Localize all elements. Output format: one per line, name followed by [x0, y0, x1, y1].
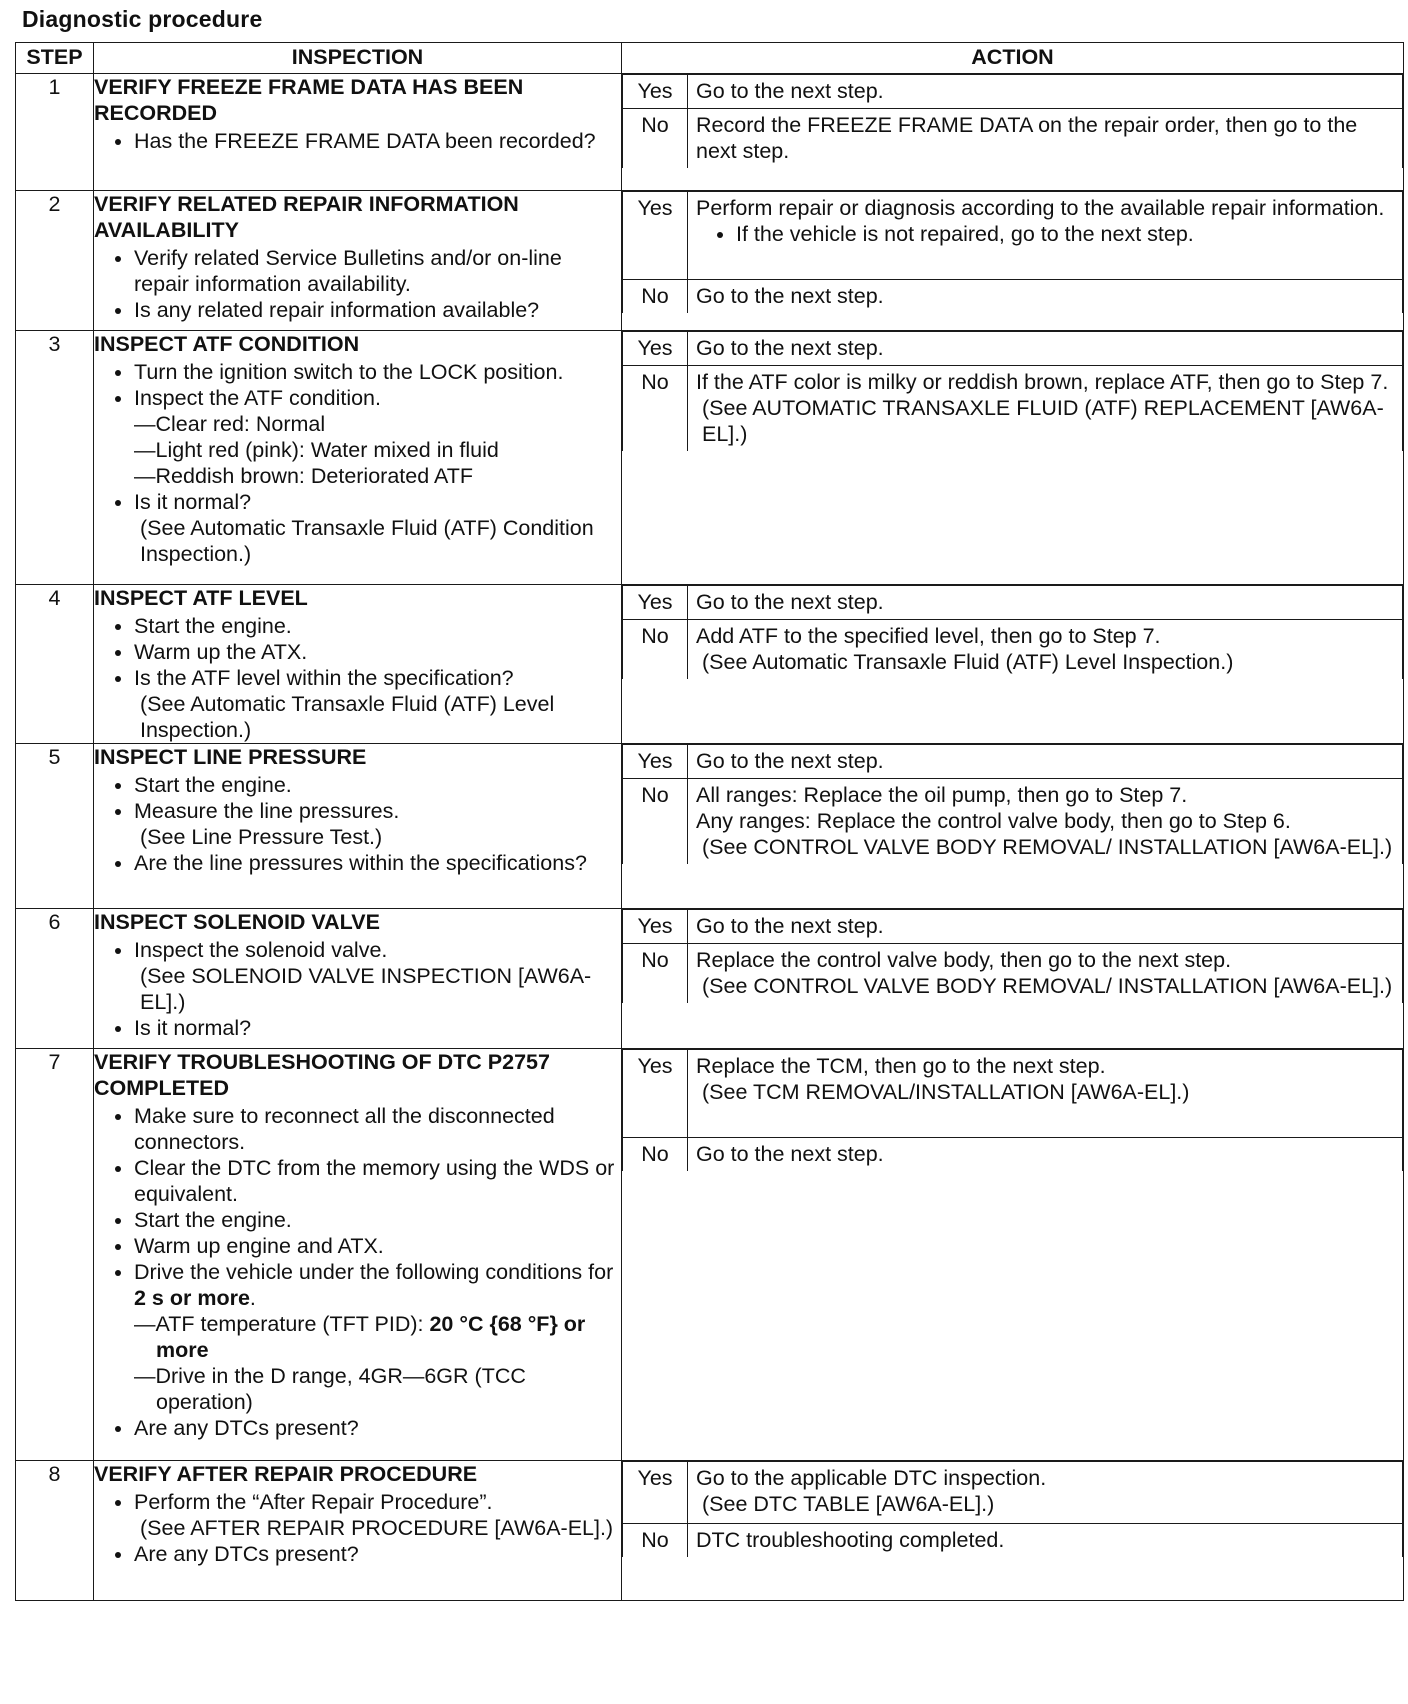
yes-action	[688, 192, 1403, 280]
inspection-title: INSPECT LINE PRESSURE	[94, 745, 367, 769]
sub-item: — Drive in the D range, 4GR—6GR (TCC operation)	[134, 1363, 621, 1415]
inspection-bullet-text: Perform the “After Repair Procedure”.	[134, 1490, 493, 1514]
inspection-bullet	[134, 385, 621, 489]
table-row	[16, 74, 1404, 191]
inspection-bullet	[134, 665, 621, 743]
table-row	[16, 1461, 1404, 1601]
yes-action: Go to the next step.	[688, 910, 1403, 944]
inspection-bullets	[94, 128, 621, 154]
reference-link[interactable]: (See Line Pressure Test.)	[140, 825, 383, 849]
reference-link[interactable]: (See TCM REMOVAL/INSTALLATION [AW6A-EL].)	[702, 1080, 1190, 1104]
header-action: ACTION	[622, 43, 1404, 74]
inspection-bullet-text: Is the ATF level within the specification?	[134, 666, 514, 690]
action-cell	[622, 744, 1404, 909]
inspection-bullets	[94, 937, 621, 1041]
no-action-text: Replace the control valve body, then go to the next step.	[696, 948, 1232, 972]
yes-action-text: Go to the applicable DTC inspection.	[696, 1466, 1047, 1490]
inspection-cell	[94, 1049, 622, 1461]
inspection-title: VERIFY RELATED REPAIR INFORMATION AVAILABILITY	[94, 192, 519, 242]
no-label: No	[623, 280, 688, 314]
yes-label: Yes	[623, 910, 688, 944]
step-number: 5	[16, 744, 94, 909]
inspection-bullet	[134, 1259, 621, 1415]
inspection-cell	[94, 909, 622, 1049]
reference-link[interactable]: (See SOLENOID VALVE INSPECTION [AW6A-EL].)	[140, 964, 592, 1014]
no-action-text: If the ATF color is milky or reddish brown, replace ATF, then go to Step 7.	[696, 370, 1389, 394]
answer-table	[622, 744, 1403, 864]
reference-link[interactable]: (See Automatic Transaxle Fluid (ATF) Level Inspection.)	[702, 650, 1234, 674]
table-row	[16, 1049, 1404, 1461]
answer-table	[622, 74, 1403, 168]
reference-link[interactable]: (See AFTER REPAIR PROCEDURE [AW6A-EL].)	[140, 1516, 614, 1540]
yes-action: Go to the next step.	[688, 586, 1403, 620]
no-action: Go to the next step.	[688, 280, 1403, 314]
no-label: No	[623, 944, 688, 1004]
answer-table	[622, 191, 1403, 313]
inspection-bullet: • Verify related Service Bulletins and/or on-line repair information availability.	[134, 245, 621, 297]
diagnostic-table	[15, 42, 1404, 1601]
yes-label: Yes	[623, 192, 688, 280]
inspection-bullets	[94, 1489, 621, 1567]
sub-item: — Reddish brown: Deteriorated ATF	[134, 463, 621, 489]
inspection-title: VERIFY AFTER REPAIR PROCEDURE	[94, 1462, 478, 1486]
inspection-bullets	[94, 359, 621, 567]
inspection-bullet-text: Inspect the ATF condition.	[134, 386, 381, 410]
action-bullets	[696, 221, 1394, 247]
header-inspection: INSPECTION	[94, 43, 622, 74]
yes-action: Go to the next step.	[688, 75, 1403, 109]
inspection-title: INSPECT ATF CONDITION	[94, 332, 360, 356]
inspection-bullet: • Warm up the ATX.	[134, 639, 621, 665]
no-label: No	[623, 620, 688, 680]
action-cell	[622, 331, 1404, 585]
table-row	[16, 909, 1404, 1049]
sub-list	[134, 1311, 621, 1415]
action-cell	[622, 585, 1404, 744]
sub-item	[134, 1311, 621, 1363]
no-action-text: Add ATF to the specified level, then go to Step 7.	[696, 624, 1161, 648]
inspection-bullet: • Is any related repair information available?	[134, 297, 621, 323]
inspection-cell	[94, 744, 622, 909]
table-row	[16, 191, 1404, 331]
reference-link[interactable]: (See CONTROL VALVE BODY REMOVAL/ INSTALLATION [AW6A-EL].)	[702, 835, 1393, 859]
inspection-bullets	[94, 772, 621, 876]
table-row	[16, 744, 1404, 909]
no-label: No	[623, 1524, 688, 1558]
inspection-bullet: • Start the engine.	[134, 772, 621, 798]
reference-link[interactable]: (See DTC TABLE [AW6A-EL].)	[702, 1492, 995, 1516]
inspection-bullet	[134, 489, 621, 567]
inspection-title: VERIFY TROUBLESHOOTING OF DTC P2757 COMPLETED	[94, 1050, 550, 1100]
inspection-bullet-text: Drive the vehicle under the following conditions for	[134, 1260, 614, 1284]
answer-table	[622, 585, 1403, 679]
inspection-bullet: • Are any DTCs present?	[134, 1415, 621, 1441]
inspection-cell	[94, 331, 622, 585]
yes-action-text: Perform repair or diagnosis according to the available repair information.	[696, 196, 1385, 220]
action-cell	[622, 191, 1404, 331]
reference-link[interactable]: (See Automatic Transaxle Fluid (ATF) Level Inspection.)	[140, 692, 555, 742]
inspection-bullet: • Start the engine.	[134, 1207, 621, 1233]
inspection-bullet: • Is it normal?	[134, 1015, 621, 1041]
action-cell	[622, 1461, 1404, 1601]
step-number: 3	[16, 331, 94, 585]
step-number: 2	[16, 191, 94, 331]
inspection-cell	[94, 74, 622, 191]
step-number: 7	[16, 1049, 94, 1461]
inspection-title: VERIFY FREEZE FRAME DATA HAS BEEN RECORDED	[94, 75, 524, 125]
page-title: Diagnostic procedure	[22, 6, 263, 32]
inspection-bullet-text: .	[249, 1286, 256, 1310]
sub-item-text: ATF temperature (TFT PID):	[155, 1312, 430, 1336]
inspection-bullet: • Clear the DTC from the memory using the WDS or equivalent.	[134, 1155, 621, 1207]
answer-table	[622, 1461, 1403, 1557]
table-row	[16, 585, 1404, 744]
no-label: No	[623, 109, 688, 169]
inspection-bullet	[134, 937, 621, 1015]
no-label: No	[623, 366, 688, 452]
inspection-bullets	[94, 613, 621, 743]
sub-item: — Light red (pink): Water mixed in fluid	[134, 437, 621, 463]
inspection-bullet: • Turn the ignition switch to the LOCK position.	[134, 359, 621, 385]
no-action: DTC troubleshooting completed.	[688, 1524, 1403, 1558]
inspection-title: INSPECT ATF LEVEL	[94, 586, 308, 610]
inspection-bullet	[134, 1489, 621, 1541]
no-action	[688, 366, 1403, 452]
yes-action	[688, 1050, 1403, 1138]
sub-item: — Clear red: Normal	[134, 411, 621, 437]
yes-action: Go to the next step.	[688, 332, 1403, 366]
no-action	[688, 944, 1403, 1004]
no-label: No	[623, 779, 688, 865]
inspection-cell	[94, 585, 622, 744]
step-number: 6	[16, 909, 94, 1049]
yes-label: Yes	[623, 1462, 688, 1524]
no-action	[688, 779, 1403, 865]
yes-action-text: Replace the TCM, then go to the next step.	[696, 1054, 1106, 1078]
action-cell	[622, 74, 1404, 191]
inspection-bullets	[94, 1103, 621, 1441]
step-number: 8	[16, 1461, 94, 1601]
yes-label: Yes	[623, 586, 688, 620]
inspection-bullet: • Has the FREEZE FRAME DATA been recorded?	[134, 128, 621, 154]
inspection-bullet: • Are any DTCs present?	[134, 1541, 621, 1567]
no-action: Go to the next step.	[688, 1138, 1403, 1172]
action-bullet: • If the vehicle is not repaired, go to the next step.	[736, 221, 1394, 247]
inspection-title: INSPECT SOLENOID VALVE	[94, 910, 380, 934]
table-row	[16, 331, 1404, 585]
sub-list	[134, 411, 621, 489]
yes-label: Yes	[623, 745, 688, 779]
header-step: STEP	[16, 43, 94, 74]
reference-link[interactable]: (See Automatic Transaxle Fluid (ATF) Condition Inspection.)	[140, 516, 594, 566]
inspection-bullet-text: Is it normal?	[134, 490, 252, 514]
no-label: No	[623, 1138, 688, 1172]
yes-label: Yes	[623, 1050, 688, 1138]
yes-action	[688, 1462, 1403, 1524]
answer-table	[622, 1049, 1403, 1171]
yes-label: Yes	[623, 75, 688, 109]
table-header-row	[16, 43, 1404, 74]
inspection-bullet-text: Measure the line pressures.	[134, 799, 400, 823]
no-action-line: Any ranges: Replace the control valve body, then go to Step 6.	[696, 809, 1291, 833]
no-action-line: All ranges: Replace the oil pump, then go to Step 7.	[696, 783, 1188, 807]
step-number: 4	[16, 585, 94, 744]
inspection-bullets	[94, 245, 621, 323]
emphasis-text: 20 °C {68 °F} or more	[156, 1312, 586, 1362]
answer-table	[622, 331, 1403, 451]
inspection-bullet-text: Inspect the solenoid valve.	[134, 938, 388, 962]
action-cell	[622, 909, 1404, 1049]
inspection-bullet: • Make sure to reconnect all the disconnected connectors.	[134, 1103, 621, 1155]
inspection-cell	[94, 191, 622, 331]
inspection-bullet: • Start the engine.	[134, 613, 621, 639]
step-number: 1	[16, 74, 94, 191]
reference-link[interactable]: (See CONTROL VALVE BODY REMOVAL/ INSTALLATION [AW6A-EL].)	[702, 974, 1393, 998]
yes-label: Yes	[623, 332, 688, 366]
answer-table	[622, 909, 1403, 1003]
yes-action: Go to the next step.	[688, 745, 1403, 779]
action-cell	[622, 1049, 1404, 1461]
inspection-cell	[94, 1461, 622, 1601]
emphasis-text: 2 s or more	[134, 1286, 250, 1310]
no-action	[688, 620, 1403, 680]
inspection-bullet: • Are the line pressures within the specifications?	[134, 850, 621, 876]
inspection-bullet	[134, 798, 621, 850]
inspection-bullet: • Warm up engine and ATX.	[134, 1233, 621, 1259]
no-action: Record the FREEZE FRAME DATA on the repair order, then go to the next step.	[688, 109, 1403, 169]
reference-link[interactable]: (See AUTOMATIC TRANSAXLE FLUID (ATF) REPLACEMENT [AW6A-EL].)	[702, 396, 1384, 446]
